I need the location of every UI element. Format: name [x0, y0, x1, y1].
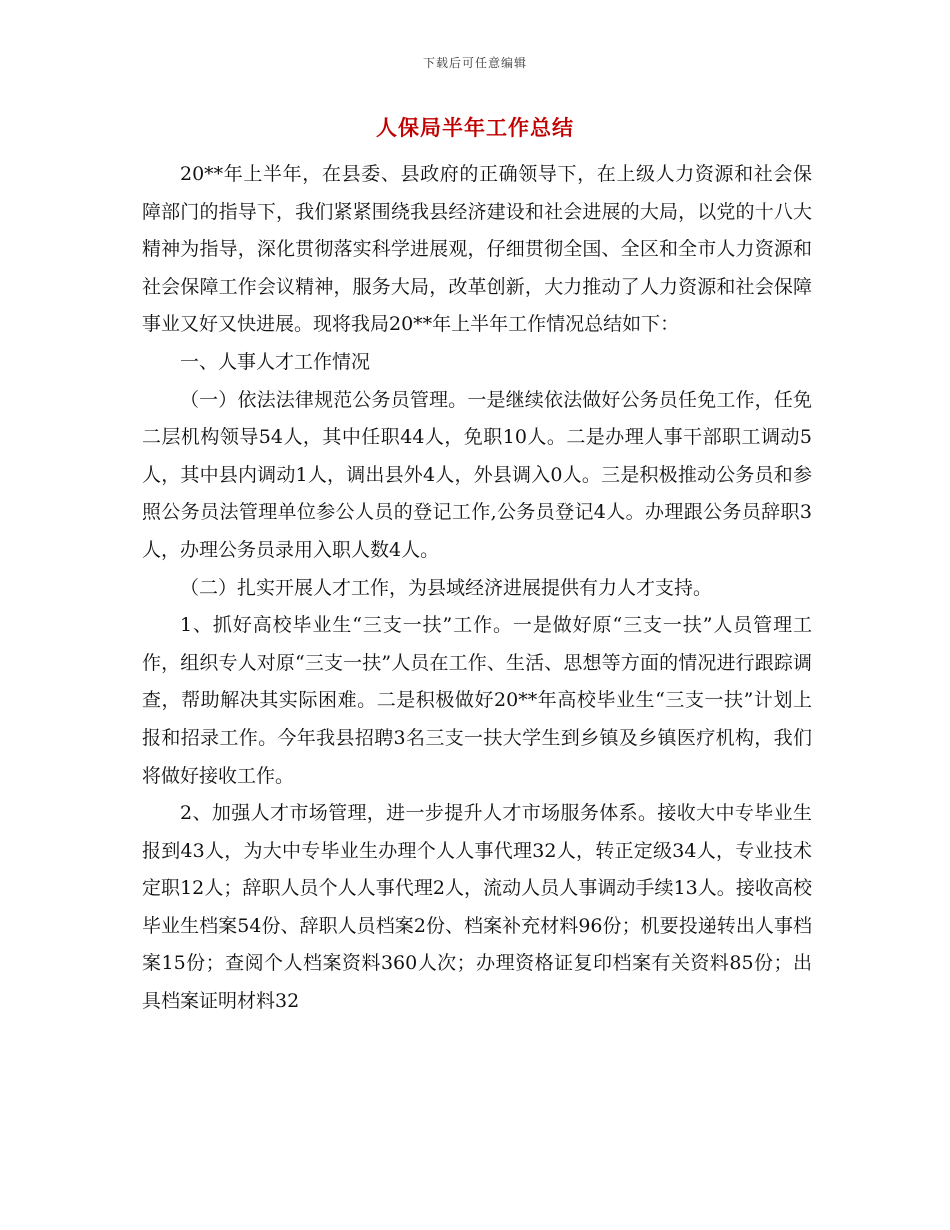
paragraph-talent-market: 2、加强人才市场管理，进一步提升人才市场服务体系。接收大中专毕业生报到43人，为大中专毕业生办理个人人事代理32人，转正定级34人，专业技术定职12人；辞职人员个人人事代理2人，流动人员人事调动手续13人。接收高校毕业生档案54份、辞职人员档案2份、档案补充材料96份；机要投递转出人事档案15份；查阅个人档案资料360人次；办理资格证复印档案有关资料85份；出具档案证明材料32 [142, 802, 812, 1013]
document-title: 人保局半年工作总结 [376, 115, 574, 140]
paragraph-intro: 20**年上半年，在县委、县政府的正确领导下，在上级人力资源和社会保障部门的指导下，我们紧紧围绕我县经济建设和社会进展的大局，以党的十八大精神为指导，深化贯彻落实科学进展观，仔细贯彻全国、全区和全市人力资源和社会保障工作会议精神，服务大局，改革创新，大力推动了人力资源和社会保障事业又好又快进展。现将我局20**年上半年工作情况总结如下： [142, 163, 812, 336]
section-heading-1: 一、人事人才工作情况 [180, 350, 371, 373]
paragraph-civil-servant: （一）依法法律规范公务员管理。一是继续依法做好公务员任免工作，任免二层机构领导54人，其中任职44人，免职10人。二是办理人事干部职工调动5人，其中县内调动1人，调出县外4人，外县调入0人。三是积极推动公务员和参照公务员法管理单位参公人员的登记工作,公务员登记4人。办理跟公务员辞职3人，办理公务员录用入职人数4人。 [142, 388, 812, 561]
header-note: 下载后可任意编辑 [422, 56, 527, 70]
document-body [142, 156, 812, 1021]
paragraph-three-supports: 1、抓好高校毕业生“三支一扶”工作。一是做好原“三支一扶”人员管理工作，组织专人对原“三支一扶”人员在工作、生活、思想等方面的情况进行跟踪调查，帮助解决其实际困难。二是积极做好20**年高校毕业生“三支一扶”计划上报和招录工作。今年我县招聘3名三支一扶大学生到乡镇及乡镇医疗机构，我们将做好接收工作。 [142, 614, 812, 787]
subsection-heading-2: （二）扎实开展人才工作，为县域经济进展提供有力人才支持。 [180, 576, 713, 599]
